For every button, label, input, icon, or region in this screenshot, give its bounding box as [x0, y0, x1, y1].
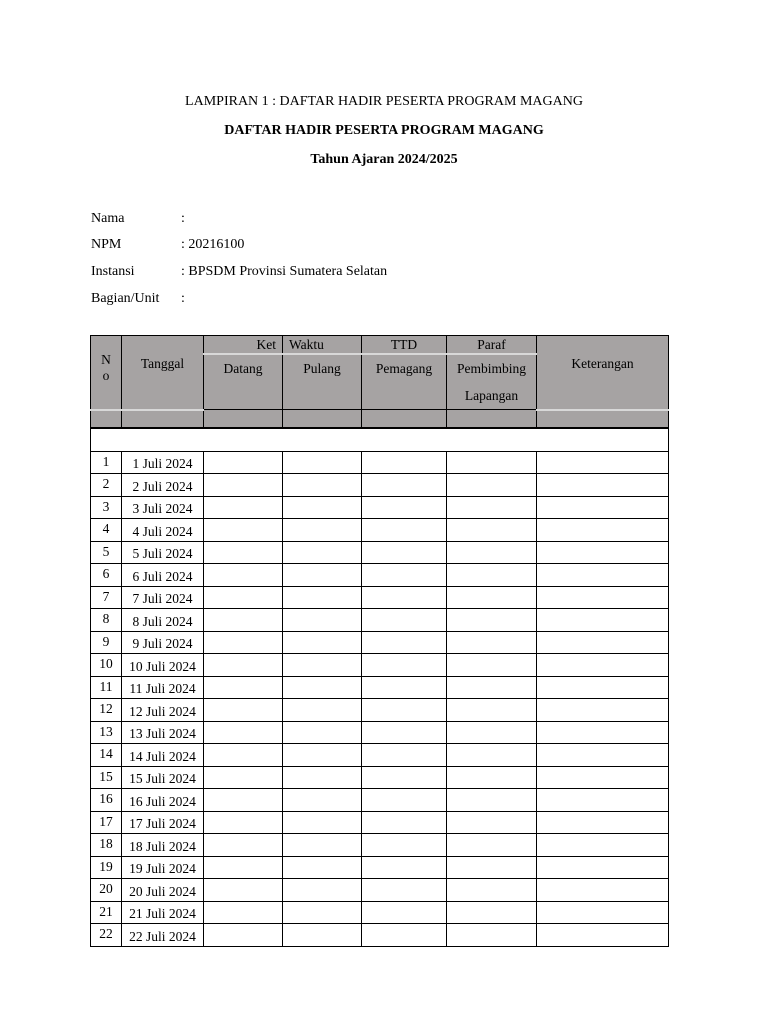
row-paraf-pembimbing [447, 676, 537, 699]
row-ttd-pemagang [362, 474, 447, 497]
row-no: 10 [91, 654, 122, 677]
row-no: 14 [91, 744, 122, 767]
row-paraf-pembimbing [447, 721, 537, 744]
header-row-1 [91, 336, 669, 355]
row-paraf-pembimbing [447, 766, 537, 789]
table-row [91, 744, 669, 767]
row-paraf-pembimbing [447, 699, 537, 722]
table-row [91, 496, 669, 519]
info-value-npm: : 20216100 [181, 237, 245, 252]
row-datang [204, 789, 283, 812]
row-paraf-pembimbing [447, 451, 537, 474]
row-datang [204, 519, 283, 542]
row-no: 11 [91, 676, 122, 699]
row-ttd-pemagang [362, 609, 447, 632]
row-date: 2 Juli 2024 [122, 474, 204, 497]
row-pulang [283, 451, 362, 474]
header-tanggal: Tanggal [122, 336, 204, 410]
row-date: 8 Juli 2024 [122, 609, 204, 632]
row-paraf-pembimbing [447, 519, 537, 542]
row-datang [204, 676, 283, 699]
row-no: 3 [91, 496, 122, 519]
row-keterangan [537, 676, 669, 699]
row-datang [204, 496, 283, 519]
row-ttd-pemagang [362, 901, 447, 924]
row-no: 19 [91, 856, 122, 879]
row-keterangan [537, 856, 669, 879]
row-datang [204, 451, 283, 474]
row-no: 16 [91, 789, 122, 812]
row-pulang [283, 586, 362, 609]
row-paraf-pembimbing [447, 856, 537, 879]
row-keterangan [537, 496, 669, 519]
row-date: 14 Juli 2024 [122, 744, 204, 767]
row-datang [204, 586, 283, 609]
row-no: 7 [91, 586, 122, 609]
row-paraf-pembimbing [447, 901, 537, 924]
row-ttd-pemagang [362, 879, 447, 902]
row-keterangan [537, 451, 669, 474]
row-date: 10 Juli 2024 [122, 654, 204, 677]
row-keterangan [537, 474, 669, 497]
row-keterangan [537, 744, 669, 767]
row-date: 18 Juli 2024 [122, 834, 204, 857]
table-row [91, 609, 669, 632]
info-label-bagian-unit: Bagian/Unit [91, 291, 160, 306]
table-row [91, 676, 669, 699]
row-pulang [283, 496, 362, 519]
header-row-3 [91, 410, 669, 428]
row-ttd-pemagang [362, 834, 447, 857]
row-date: 4 Juli 2024 [122, 519, 204, 542]
row-ttd-pemagang [362, 789, 447, 812]
table-row [91, 721, 669, 744]
header-spacer [91, 428, 669, 452]
row-ttd-pemagang [362, 676, 447, 699]
row-pulang [283, 766, 362, 789]
row-keterangan [537, 609, 669, 632]
row-datang [204, 541, 283, 564]
row-date: 11 Juli 2024 [122, 676, 204, 699]
row-date: 12 Juli 2024 [122, 699, 204, 722]
row-keterangan [537, 631, 669, 654]
info-label-nama: Nama [91, 211, 125, 226]
document-subtitle: Tahun Ajaran 2024/2025 [310, 152, 458, 167]
row-date: 13 Juli 2024 [122, 721, 204, 744]
row-keterangan [537, 879, 669, 902]
table-row [91, 451, 669, 474]
row-ttd-pemagang [362, 541, 447, 564]
row-ttd-pemagang [362, 744, 447, 767]
row-keterangan [537, 766, 669, 789]
row-ttd-pemagang [362, 496, 447, 519]
row-no: 6 [91, 564, 122, 587]
row-paraf-pembimbing [447, 586, 537, 609]
row-date: 9 Juli 2024 [122, 631, 204, 654]
row-date: 17 Juli 2024 [122, 811, 204, 834]
table-row [91, 586, 669, 609]
row-pulang [283, 519, 362, 542]
row-no: 21 [91, 901, 122, 924]
row-pulang [283, 541, 362, 564]
row-ttd-pemagang [362, 564, 447, 587]
row-datang [204, 901, 283, 924]
header-paraf: Paraf [447, 336, 537, 355]
row-paraf-pembimbing [447, 496, 537, 519]
table-row [91, 811, 669, 834]
table-row [91, 879, 669, 902]
table-row [91, 766, 669, 789]
row-no: 8 [91, 609, 122, 632]
row-no: 20 [91, 879, 122, 902]
row-paraf-pembimbing [447, 654, 537, 677]
row-paraf-pembimbing [447, 834, 537, 857]
header-pemagang: Pemagang [362, 354, 447, 410]
row-keterangan [537, 834, 669, 857]
row-keterangan [537, 699, 669, 722]
row-date: 15 Juli 2024 [122, 766, 204, 789]
row-paraf-pembimbing [447, 631, 537, 654]
row-pulang [283, 474, 362, 497]
row-no: 5 [91, 541, 122, 564]
attachment-title: LAMPIRAN 1 : DAFTAR HADIR PESERTA PROGRAM MAGANG [185, 94, 583, 109]
row-keterangan [537, 901, 669, 924]
row-datang [204, 474, 283, 497]
row-ttd-pemagang [362, 451, 447, 474]
table-row [91, 474, 669, 497]
row-paraf-pembimbing [447, 811, 537, 834]
row-pulang [283, 676, 362, 699]
row-date: 6 Juli 2024 [122, 564, 204, 587]
row-no: 4 [91, 519, 122, 542]
row-pulang [283, 721, 362, 744]
row-date: 20 Juli 2024 [122, 879, 204, 902]
row-pulang [283, 609, 362, 632]
table-row [91, 789, 669, 812]
row-ttd-pemagang [362, 654, 447, 677]
header-pembimbing-lapangan: Pembimbing Lapangan [447, 354, 537, 410]
row-date: 21 Juli 2024 [122, 901, 204, 924]
row-datang [204, 834, 283, 857]
row-ttd-pemagang [362, 811, 447, 834]
info-label-instansi: Instansi [91, 264, 135, 279]
row-no: 1 [91, 451, 122, 474]
header-waktu: Waktu [283, 336, 362, 355]
row-keterangan [537, 541, 669, 564]
header-no: N o [91, 336, 122, 410]
header-pulang: Pulang [283, 354, 362, 410]
row-pulang [283, 834, 362, 857]
row-datang [204, 654, 283, 677]
row-ttd-pemagang [362, 519, 447, 542]
row-pulang [283, 654, 362, 677]
row-no: 12 [91, 699, 122, 722]
row-paraf-pembimbing [447, 879, 537, 902]
table-row [91, 856, 669, 879]
row-ttd-pemagang [362, 586, 447, 609]
row-no: 15 [91, 766, 122, 789]
row-datang [204, 564, 283, 587]
row-date: 16 Juli 2024 [122, 789, 204, 812]
row-paraf-pembimbing [447, 564, 537, 587]
row-date: 7 Juli 2024 [122, 586, 204, 609]
row-pulang [283, 879, 362, 902]
table-row [91, 519, 669, 542]
row-no: 9 [91, 631, 122, 654]
row-ttd-pemagang [362, 766, 447, 789]
table-row [91, 834, 669, 857]
table-row [91, 541, 669, 564]
row-paraf-pembimbing [447, 789, 537, 812]
row-date: 1 Juli 2024 [122, 451, 204, 474]
row-keterangan [537, 811, 669, 834]
row-no: 22 [91, 924, 122, 947]
row-ttd-pemagang [362, 699, 447, 722]
row-pulang [283, 564, 362, 587]
attendance-table [90, 335, 669, 947]
row-datang [204, 609, 283, 632]
row-date: 5 Juli 2024 [122, 541, 204, 564]
row-datang [204, 879, 283, 902]
row-paraf-pembimbing [447, 609, 537, 632]
header-ttd: TTD [362, 336, 447, 355]
row-datang [204, 631, 283, 654]
row-date: 19 Juli 2024 [122, 856, 204, 879]
row-keterangan [537, 721, 669, 744]
info-value-nama: : [181, 211, 185, 226]
table-row [91, 654, 669, 677]
table-row [91, 699, 669, 722]
table-row [91, 564, 669, 587]
row-datang [204, 766, 283, 789]
row-no: 2 [91, 474, 122, 497]
row-datang [204, 924, 283, 947]
row-pulang [283, 699, 362, 722]
row-datang [204, 699, 283, 722]
table-row [91, 924, 669, 947]
row-keterangan [537, 789, 669, 812]
row-datang [204, 721, 283, 744]
row-pulang [283, 856, 362, 879]
table-row [91, 631, 669, 654]
row-paraf-pembimbing [447, 541, 537, 564]
row-keterangan [537, 564, 669, 587]
row-keterangan [537, 654, 669, 677]
document-title: DAFTAR HADIR PESERTA PROGRAM MAGANG [224, 123, 544, 138]
row-date: 22 Juli 2024 [122, 924, 204, 947]
row-pulang [283, 924, 362, 947]
row-pulang [283, 811, 362, 834]
table-row [91, 901, 669, 924]
info-value-bagian-unit: : [181, 291, 185, 306]
row-paraf-pembimbing [447, 924, 537, 947]
info-label-npm: NPM [91, 237, 122, 252]
header-ket: Ket [204, 336, 283, 355]
row-date: 3 Juli 2024 [122, 496, 204, 519]
row-ttd-pemagang [362, 856, 447, 879]
row-datang [204, 744, 283, 767]
row-pulang [283, 631, 362, 654]
row-keterangan [537, 519, 669, 542]
row-pulang [283, 744, 362, 767]
row-keterangan [537, 586, 669, 609]
row-datang [204, 856, 283, 879]
row-no: 13 [91, 721, 122, 744]
row-pulang [283, 789, 362, 812]
header-keterangan: Keterangan [537, 336, 669, 410]
header-datang: Datang [204, 354, 283, 410]
row-ttd-pemagang [362, 721, 447, 744]
row-paraf-pembimbing [447, 744, 537, 767]
info-value-instansi: : BPSDM Provinsi Sumatera Selatan [181, 264, 388, 279]
row-paraf-pembimbing [447, 474, 537, 497]
row-pulang [283, 901, 362, 924]
row-no: 17 [91, 811, 122, 834]
row-ttd-pemagang [362, 631, 447, 654]
row-datang [204, 811, 283, 834]
row-ttd-pemagang [362, 924, 447, 947]
row-no: 18 [91, 834, 122, 857]
row-keterangan [537, 924, 669, 947]
